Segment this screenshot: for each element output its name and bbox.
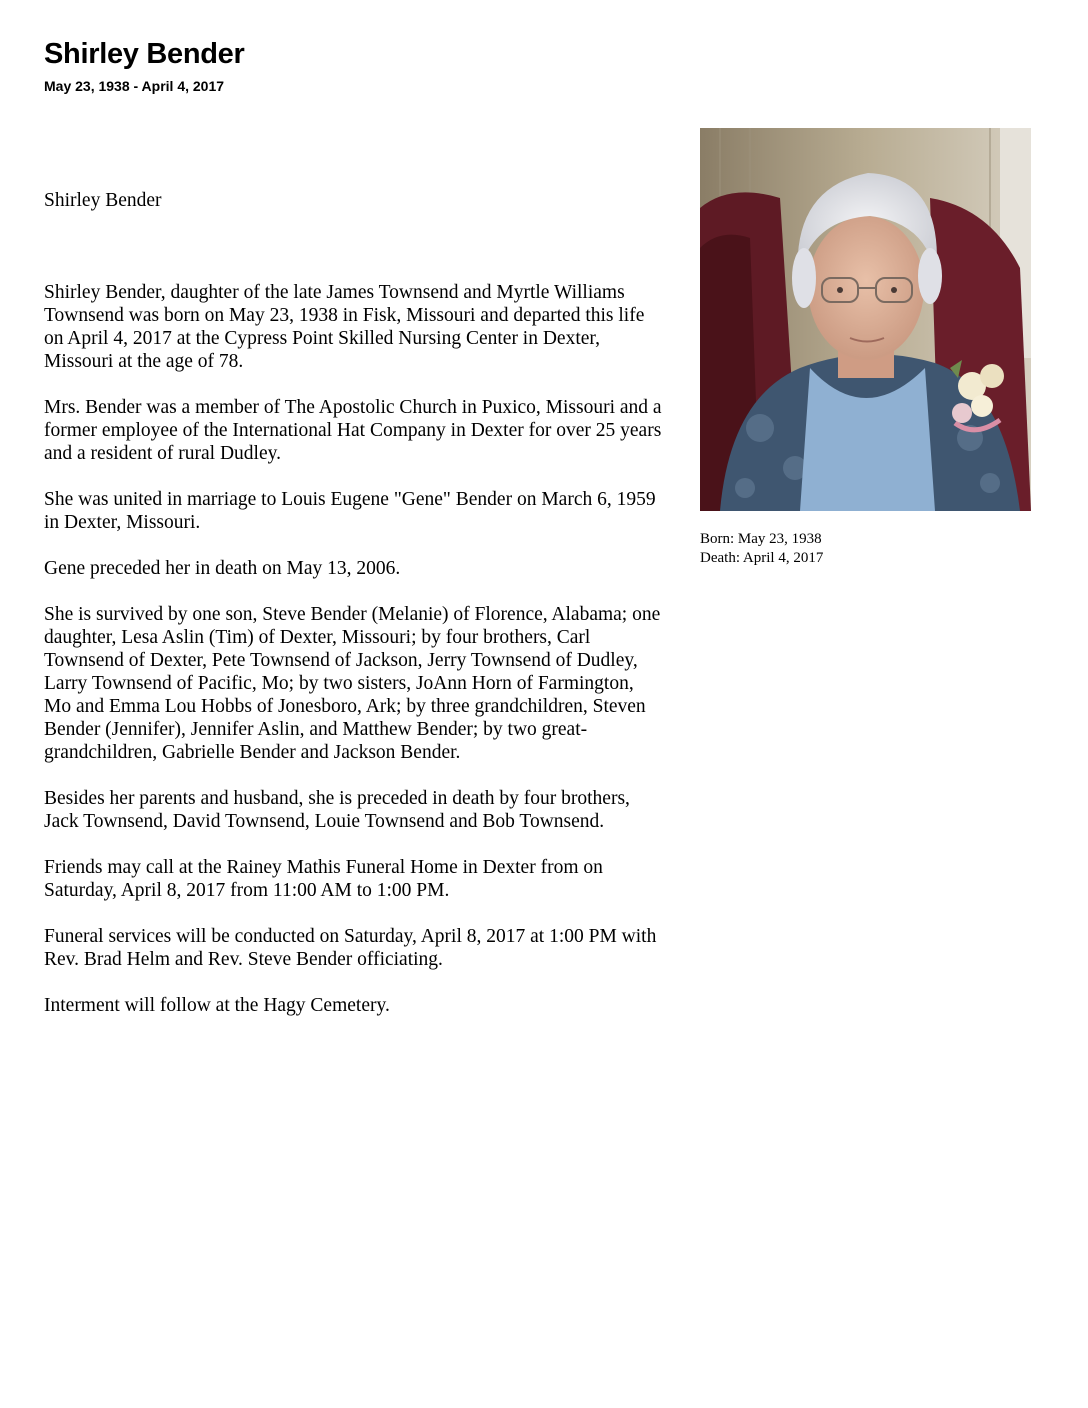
portrait-photo [700, 128, 1031, 511]
life-dates: May 23, 1938 - April 4, 2017 [44, 78, 225, 94]
born-date: Born: May 23, 1938 [700, 531, 822, 547]
photo-caption [700, 530, 823, 568]
obituary-paragraph-birth: Shirley Bender, daughter of the late James Townsend and Myrtle Williams Townsend was born on May 23, 1938 in Fisk, Missouri and departed this life on April 4, 2017 at the Cypress Point Skilled Nursing Center in Dexter, Missouri at the age of 78. [44, 282, 645, 372]
obituary-paragraph-visitation: Friends may call at the Rainey Mathis Funeral Home in Dexter from on Saturday, April 8, 2017 from 11:00 AM to 1:00 PM. [44, 857, 603, 901]
obituary-body [44, 189, 664, 1040]
obituary-paragraph-preceded: Besides her parents and husband, she is preceded in death by four brothers, Jack Townsend, David Townsend, Louie Townsend and Bob Townsend. [44, 788, 630, 832]
obituary-paragraph-service: Funeral services will be conducted on Saturday, April 8, 2017 at 1:00 PM with Rev. Brad Helm and Rev. Steve Bender officiating. [44, 926, 657, 970]
obituary-paragraph-survivors: She is survived by one son, Steve Bender (Melanie) of Florence, Alabama; one daughter, Lesa Aslin (Tim) of Dexter, Missouri; by four brothers, Carl Townsend of Dexter, Pete Townsend of Jackson, Jerry Townsend of Dudley, Larry Townsend of Pacific, Mo; by two sisters, JoAnn Horn of Farmington, Mo and Emma Lou Hobbs of Jonesboro, Ark; by three grandchildren, Steven Bender (Jennifer), Jennifer Aslin, and Matthew Bender; by two great-grandchildren, Gabrielle Bender and Jackson Bender. [44, 604, 661, 763]
death-date: Death: April 4, 2017 [700, 550, 824, 566]
obituary-paragraph-church: Mrs. Bender was a member of The Apostolic Church in Puxico, Missouri and a former employee of the International Hat Company in Dexter for over 25 years and a resident of rural Dudley. [44, 397, 662, 464]
obituary-paragraph-interment: Interment will follow at the Hagy Cemetery. [44, 995, 390, 1016]
obituary-paragraph-spouse-death: Gene preceded her in death on May 13, 2006. [44, 558, 401, 579]
page-title: Shirley Bender [44, 38, 245, 70]
obituary-name-line: Shirley Bender [44, 190, 162, 211]
obituary-paragraph-marriage: She was united in marriage to Louis Eugene "Gene" Bender on March 6, 1959 in Dexter, Missouri. [44, 489, 656, 533]
